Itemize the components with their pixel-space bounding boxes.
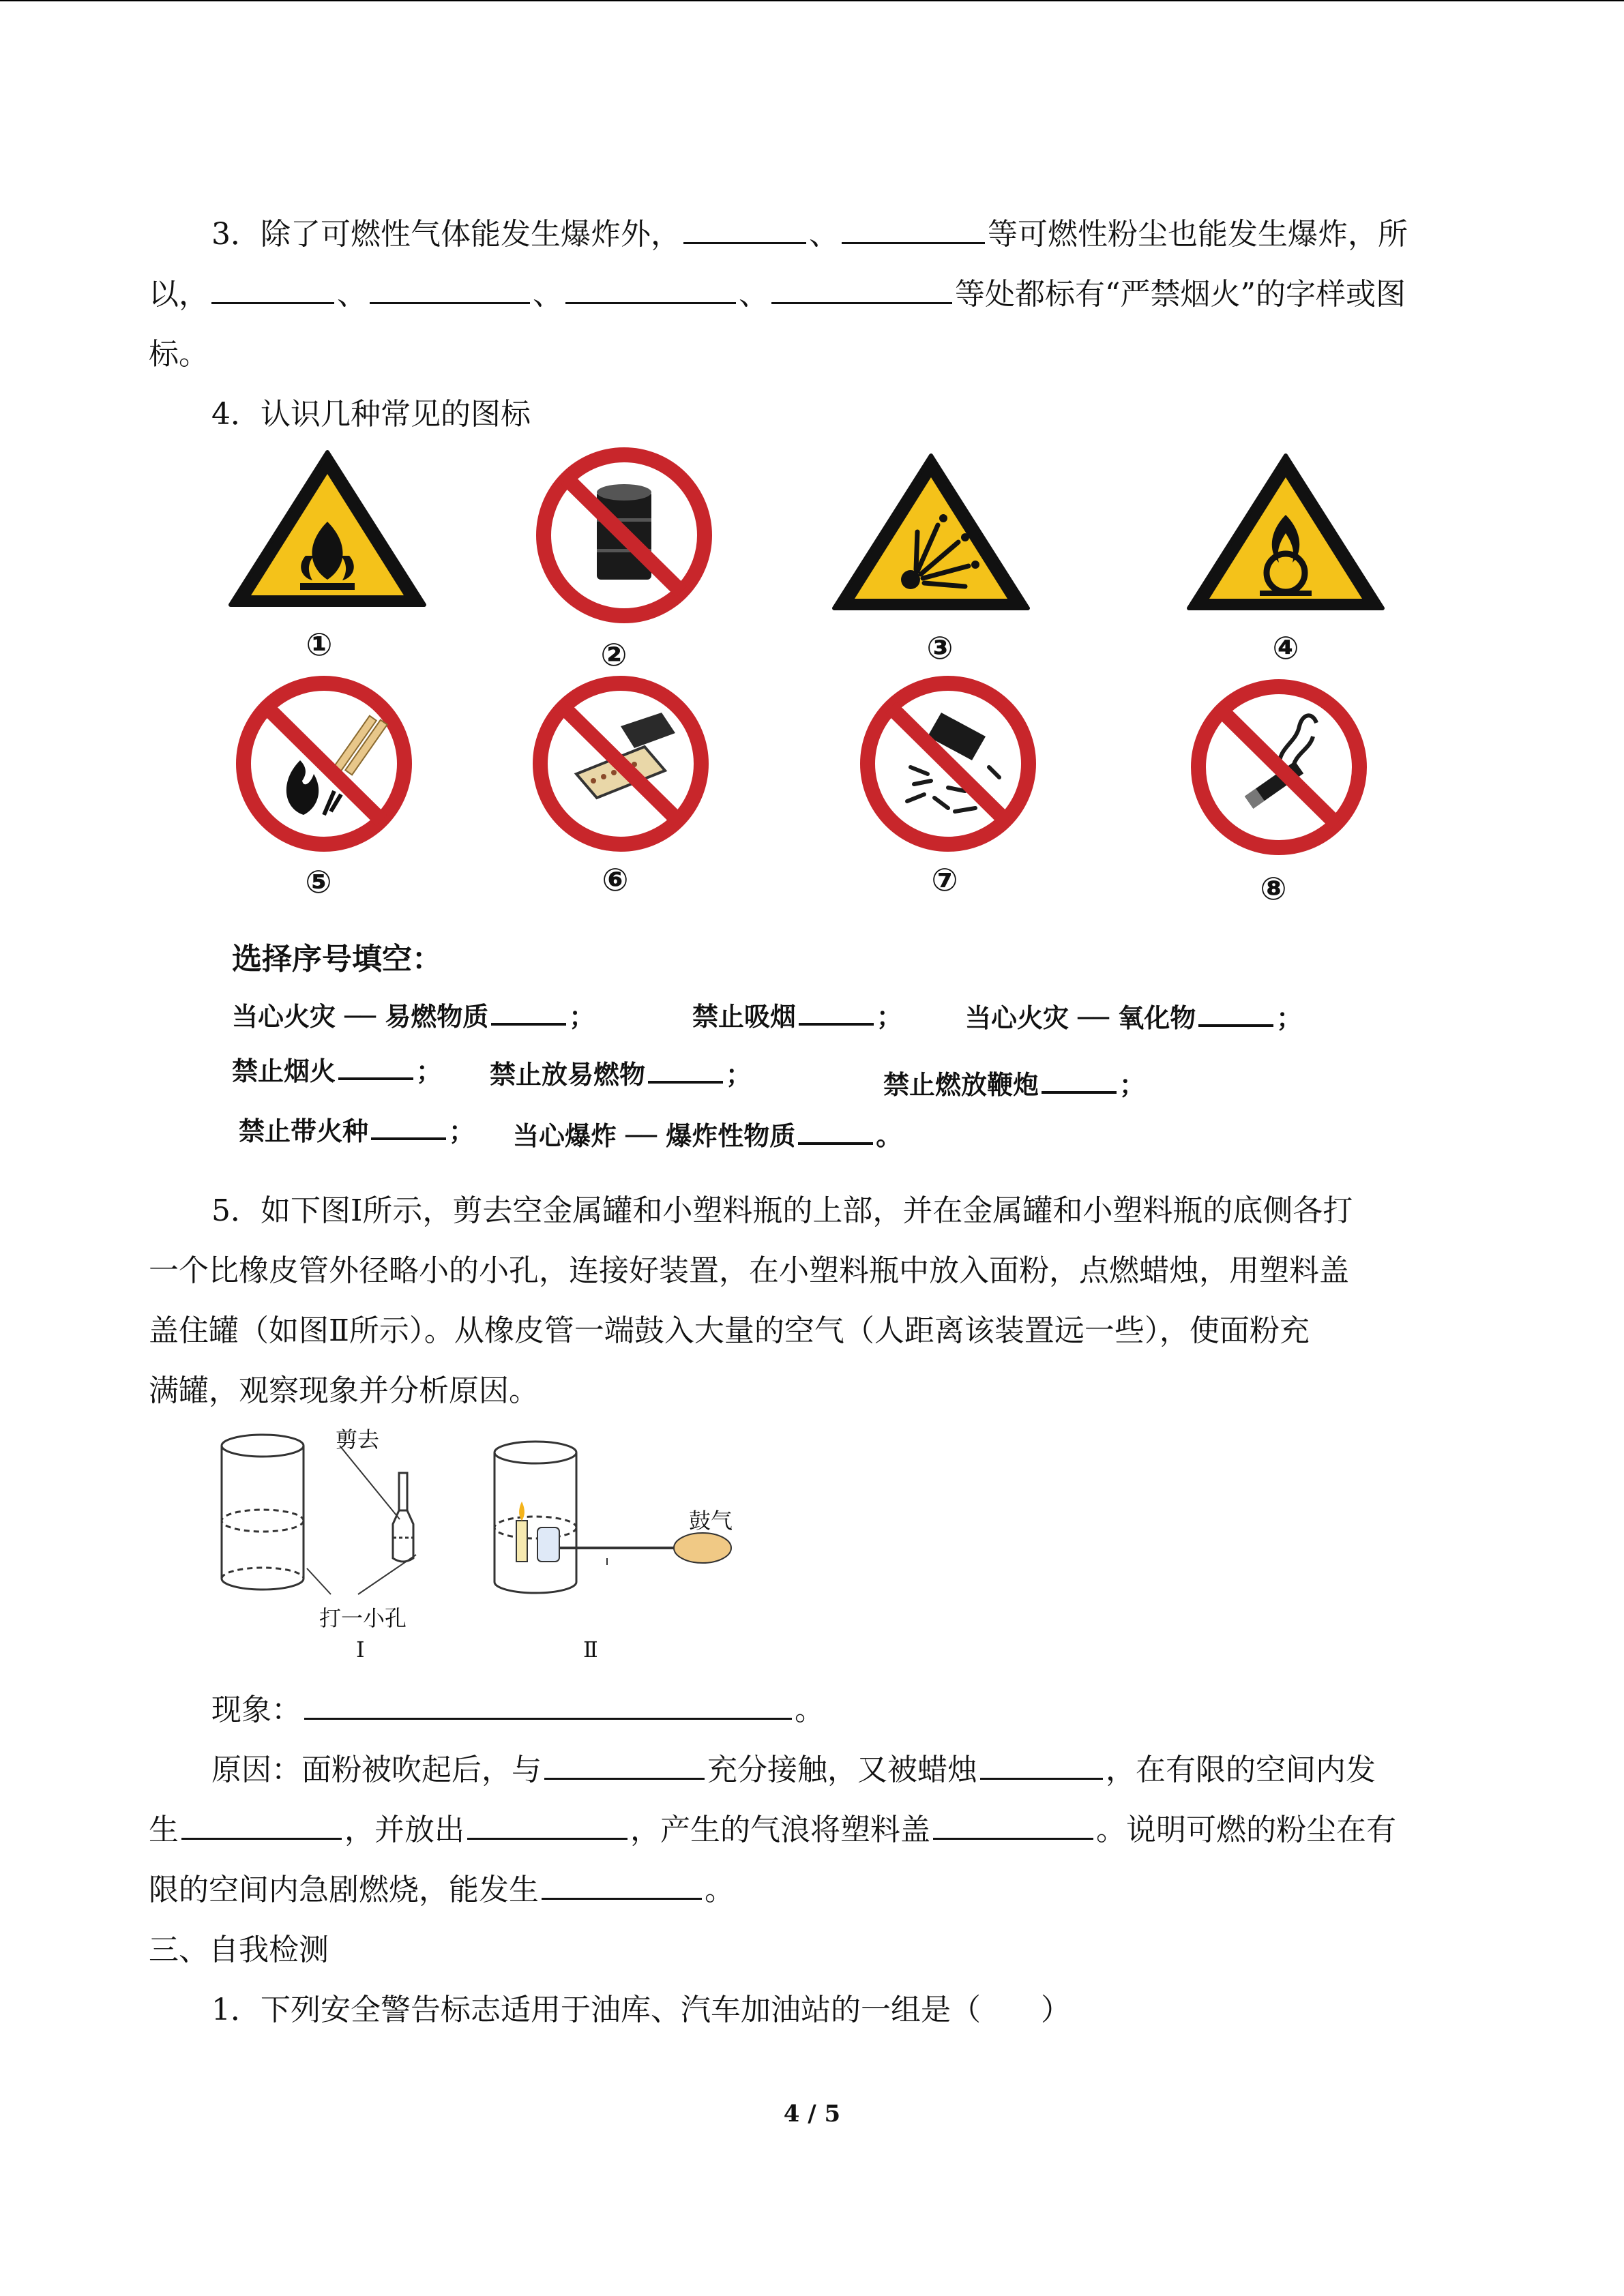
no-oil-drum-icon — [522, 443, 726, 627]
figure-label-1: Ⅰ — [356, 1637, 365, 1663]
answer-blank[interactable] — [933, 1810, 1093, 1840]
answer-blank[interactable] — [565, 275, 736, 304]
figure-label-blow: 鼓气 — [689, 1508, 733, 1534]
answer-blank[interactable] — [338, 1054, 413, 1080]
reason-line-3: 限的空间内急剧燃烧，能发生 。 — [149, 1860, 1479, 1920]
answer-blank[interactable] — [491, 1000, 566, 1026]
fill-row-1b: 禁止吸烟 ； — [692, 996, 902, 1033]
answer-blank[interactable] — [371, 1114, 446, 1140]
answer-blank[interactable] — [683, 215, 806, 244]
answer-blank[interactable] — [211, 275, 334, 304]
q5-line-4: 满罐，观察现象并分析原因。 — [149, 1373, 539, 1408]
no-flammables-icon — [518, 672, 723, 856]
oxidizer-warning-icon — [1183, 450, 1388, 617]
q3-text: 3．除了可燃性气体能发生爆炸外， — [211, 217, 681, 252]
q5-line-2: 一个比橡皮管外径略小的小孔，连接好装置，在小塑料瓶中放入面粉，点燃蜡烛，用塑料盖 — [149, 1253, 1349, 1288]
top-border — [0, 0, 1624, 1]
answer-blank[interactable] — [980, 1750, 1103, 1780]
fill-row-2a: 禁止烟火 ； — [232, 1050, 442, 1088]
answer-blank[interactable] — [542, 1870, 702, 1900]
sign-number-4: ④ — [1272, 629, 1299, 666]
answer-blank[interactable] — [842, 215, 985, 244]
sign-number-2: ② — [600, 636, 628, 673]
answer-blank[interactable] — [1042, 1068, 1117, 1094]
sign-number-6: ⑥ — [602, 861, 629, 898]
q3-line-1: 3．除了可燃性气体能发生爆炸外， 、 等可燃性粉尘也能发生爆炸，所 — [149, 205, 1479, 265]
answer-blank[interactable] — [771, 275, 952, 304]
page-number: 4 / 5 — [783, 2100, 841, 2128]
fill-row-3a: 禁止带火种 ； — [239, 1110, 475, 1148]
answer-blank[interactable] — [467, 1810, 628, 1840]
answer-blank[interactable] — [798, 1119, 873, 1145]
q5-line-3: 盖住罐（如图Ⅱ所示）。从橡皮管一端鼓入大量的空气（人距离该装置远一些），使面粉充 — [149, 1313, 1310, 1348]
answer-blank[interactable] — [370, 275, 530, 304]
q5-line-1: 5．如下图Ⅰ所示，剪去空金属罐和小塑料瓶的上部，并在金属罐和小塑料瓶的底侧各打 — [211, 1193, 1353, 1228]
section3-question-1: 1．下列安全警告标志适用于油库、汽车加油站的一组是（ ） — [211, 1993, 1071, 2027]
q3-line-3: 标。 — [149, 337, 209, 372]
sign-number-7: ⑦ — [931, 861, 958, 898]
figure-label-hole: 打一小孔 — [319, 1605, 407, 1631]
section-title: 三、自我检测 — [149, 1933, 329, 1967]
no-smoking-icon — [1177, 675, 1381, 859]
sign-number-5: ⑤ — [305, 863, 332, 900]
experiment-figure — [211, 1418, 743, 1671]
answer-blank[interactable] — [799, 1000, 874, 1026]
answer-blank[interactable] — [1198, 1001, 1273, 1027]
fill-row-1c: 当心火灾 ── 氧化物 ； — [965, 997, 1302, 1034]
reason-line-2: 生 ，并放出 ，产生的气浪将塑料盖 。说明可燃的粉尘在有 — [149, 1800, 1479, 1860]
fill-row-2b: 禁止放易燃物 ； — [490, 1054, 752, 1091]
q3-line-2: 以， 、 、 、 等处都标有“严禁烟火”的字样或图 — [149, 265, 1479, 325]
fill-row-3b: 当心爆炸 ── 爆炸性物质 。 — [513, 1115, 902, 1152]
flammable-warning-icon — [225, 447, 430, 614]
fill-title: 选择序号填空： — [232, 942, 442, 976]
answer-blank[interactable] — [648, 1058, 723, 1084]
answer-blank[interactable] — [544, 1750, 705, 1780]
sign-number-8: ⑧ — [1260, 870, 1287, 907]
figure-label-cut: 剪去 — [336, 1427, 380, 1452]
fill-row-1a: 当心火灾 ── 易燃物质 ； — [232, 996, 595, 1033]
answer-blank[interactable] — [181, 1810, 342, 1840]
fill-row-2c: 禁止燃放鞭炮 ； — [883, 1064, 1145, 1101]
phenomenon-line: 现象： 。 — [211, 1680, 1541, 1740]
no-fireworks-icon — [846, 672, 1050, 856]
answer-blank[interactable] — [304, 1690, 792, 1720]
no-fire-icon — [222, 672, 426, 856]
reason-line-1: 原因：面粉被吹起后，与 充分接触，又被蜡烛 ，在有限的空间内发 — [211, 1740, 1480, 1800]
explosive-warning-icon — [829, 450, 1033, 617]
sign-number-1: ① — [306, 626, 333, 663]
figure-label-2: Ⅱ — [583, 1637, 598, 1663]
q4-title: 4．认识几种常见的图标 — [211, 397, 531, 432]
sign-number-3: ③ — [926, 629, 954, 666]
